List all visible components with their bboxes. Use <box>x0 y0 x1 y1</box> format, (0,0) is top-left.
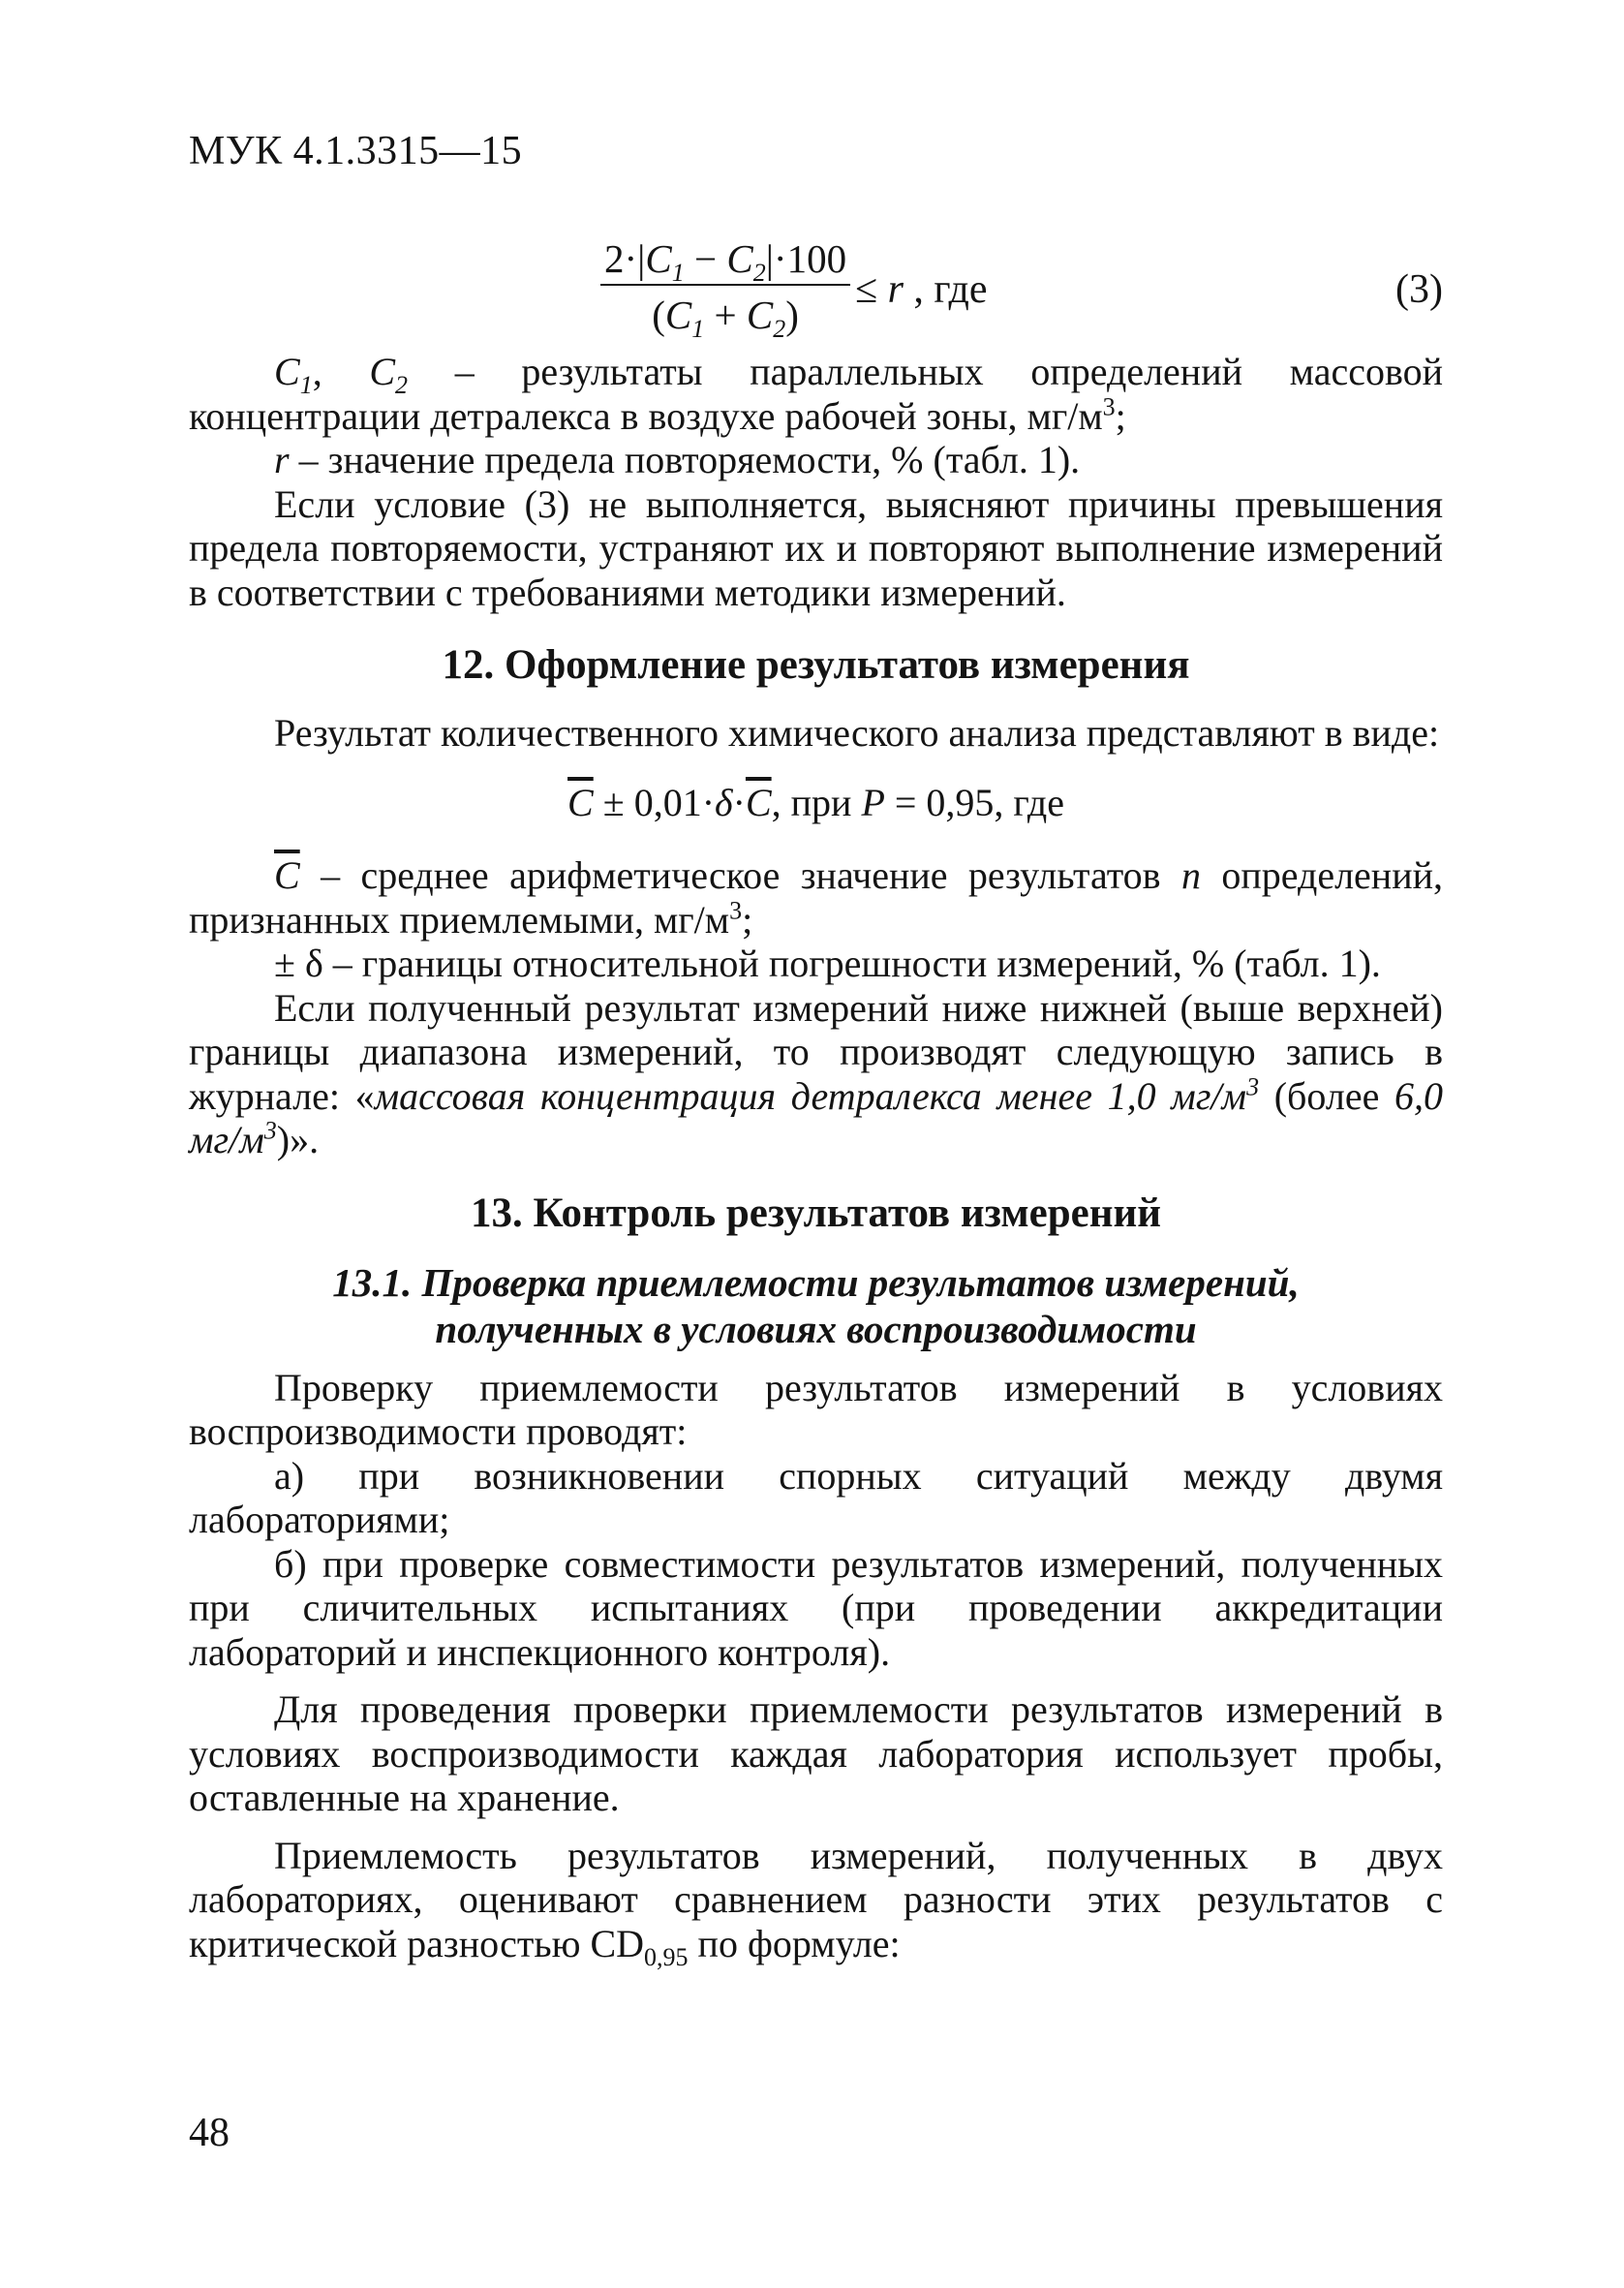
section-12-title: 12. Оформление результатов измерения <box>442 642 1190 688</box>
section-13-item-a: а) при возникновении спорных ситуаций между двумя лабораториями; <box>189 1453 1443 1541</box>
definition-r: r – значение предела повторяемости, % (табл. 1). <box>274 438 1081 481</box>
equation-3-denominator: $(C_1 + C_2)$ <box>652 293 799 344</box>
equation-3-numerator: $2\cdot|C_1 - C_2|\cdot 100$ <box>600 235 850 286</box>
section-13-paragraph-5: Приемлемость результатов измерений, полученных в двух лабораториях, оценивают сравнением разности этих результатов с критической разностью $CD_{0,95}$ по формуле: <box>189 1833 1443 1971</box>
document-code-header: МУК 4.1.3315—15 <box>189 129 523 173</box>
definition-delta: ± δ – границы относительной погрешности измерений, % (табл. 1). <box>274 942 1381 985</box>
paragraph-condition-3: Если условие (3) не выполняется, выясняют причины превышения предела повторяемости, устраняют их и повторяют выполнение измерений в соответствии с требованиями методики измерений. <box>189 481 1443 614</box>
paragraph-out-of-range: Если полученный результат измерений ниже нижней (выше верхней) границы диапазона измерений, то производят следующую запись в журнале: «массовая концентрация детралекса менее 1,0 $мг/м^3$ (более 6,0 $мг/м^3$)». <box>189 985 1443 1161</box>
equation-3 <box>189 218 1443 350</box>
section-13-1-title: 13.1. Проверка приемлемости результатов измерений, полученных в условиях воспроизводимости <box>332 1259 1300 1351</box>
section-13-title: 13. Контроль результатов измерений <box>470 1190 1162 1236</box>
equation-3-fraction <box>600 235 850 344</box>
equation-3-relation: ≤ r , где <box>855 267 988 312</box>
page-content <box>189 218 1444 1971</box>
section-13-paragraph-4: Для проведения проверки приемлемости результатов измерений в условиях воспроизводимости каждая лаборатория использует пробы, оставленные на хранение. <box>189 1687 1443 1819</box>
section-13-paragraph-1: Проверку приемлемости результатов измерений в условиях воспроизводимости проводят: <box>189 1365 1443 1453</box>
section-13-item-b: б) при проверке совместимости результатов измерений, полученных при сличительных испытаниях (при проведении аккредитации лабораторий и инспекционного контроля). <box>189 1541 1443 1674</box>
equation-3-number: (3) <box>1395 267 1443 312</box>
result-formula: $\overline{C} \pm 0,01\cdot\delta\cdot\overline{C}$, при P = 0,95, где <box>567 780 1064 824</box>
page-number: 48 <box>189 2111 230 2155</box>
definition-c-mean: $\overline{C}$ – среднее арифметическое значение результатов n определений, признанных приемлемыми, $мг/м^3$; <box>189 853 1444 942</box>
section-12-intro: Результат количественного химического анализа представляют в виде: <box>274 711 1440 755</box>
definition-c1-c2: $C_1$, $C_2$ – результаты параллельных определений массовой концентрации детралекса в воздухе рабочей зоны, $мг/м^3$; <box>189 350 1443 438</box>
